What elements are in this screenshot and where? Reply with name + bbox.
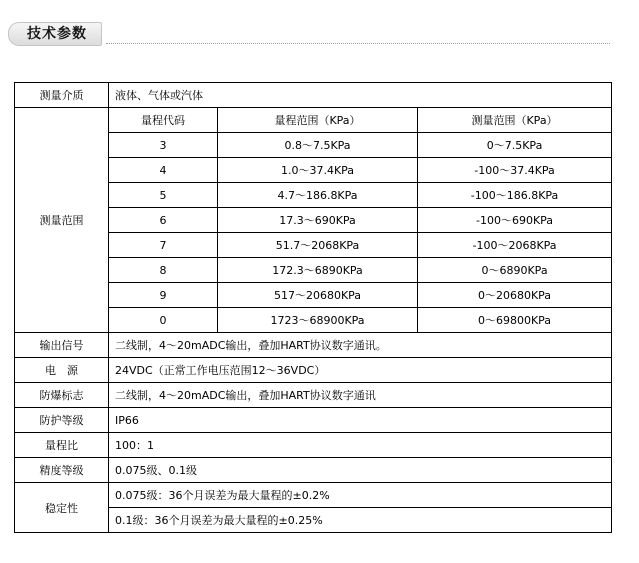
range-measure: 0～69800KPa [418, 308, 612, 333]
range-measure: -100～37.4KPa [418, 158, 612, 183]
range-measure: -100～2068KPa [418, 233, 612, 258]
accuracy-value: 0.075级、0.1级 [109, 458, 612, 483]
range-span: 0.8～7.5KPa [218, 133, 418, 158]
range-span: 1723～68900KPa [218, 308, 418, 333]
range-code: 8 [109, 258, 218, 283]
range-code: 9 [109, 283, 218, 308]
protection-value: IP66 [109, 408, 612, 433]
turndown-label: 量程比 [15, 433, 109, 458]
range-code: 7 [109, 233, 218, 258]
spec-table [14, 82, 612, 533]
accuracy-label: 精度等级 [15, 458, 109, 483]
power-value: 24VDC（正常工作电压范围12～36VDC） [109, 358, 612, 383]
protection-label: 防护等级 [15, 408, 109, 433]
range-header-measure: 测量范围（KPa） [418, 108, 612, 133]
range-header-row [15, 108, 612, 133]
row-turndown [15, 433, 612, 458]
explosion-proof-value: 二线制，4～20mADC输出，叠加HART协议数字通讯 [109, 383, 612, 408]
output-signal-label: 输出信号 [15, 333, 109, 358]
range-code: 5 [109, 183, 218, 208]
power-label: 电 源 [15, 358, 109, 383]
range-span: 517～20680KPa [218, 283, 418, 308]
range-header-code: 量程代码 [109, 108, 218, 133]
row-medium [15, 83, 612, 108]
row-stability [15, 483, 612, 508]
medium-label: 测量介质 [15, 83, 109, 108]
range-code: 3 [109, 133, 218, 158]
row-protection [15, 408, 612, 433]
range-measure: -100～690KPa [418, 208, 612, 233]
range-span: 51.7～2068KPa [218, 233, 418, 258]
row-power [15, 358, 612, 383]
range-measure: 0～20680KPa [418, 283, 612, 308]
range-span: 1.0～37.4KPa [218, 158, 418, 183]
row-accuracy [15, 458, 612, 483]
output-signal-value: 二线制，4～20mADC输出，叠加HART协议数字通讯。 [109, 333, 612, 358]
range-span: 172.3～6890KPa [218, 258, 418, 283]
range-label: 测量范围 [15, 108, 109, 333]
section-header [8, 22, 610, 46]
range-code: 4 [109, 158, 218, 183]
explosion-proof-label: 防爆标志 [15, 383, 109, 408]
stability-label: 稳定性 [15, 483, 109, 533]
range-span: 17.3～690KPa [218, 208, 418, 233]
medium-value: 液体、气体或汽体 [109, 83, 612, 108]
row-output-signal [15, 333, 612, 358]
range-span: 4.7～186.8KPa [218, 183, 418, 208]
range-code: 6 [109, 208, 218, 233]
dotted-divider [106, 43, 610, 44]
range-measure: 0～6890KPa [418, 258, 612, 283]
section-title: 技术参数 [8, 22, 102, 46]
range-header-span: 量程范围（KPa） [218, 108, 418, 133]
range-measure: 0～7.5KPa [418, 133, 612, 158]
stability-value: 0.075级：36个月误差为最大量程的±0.2% [109, 483, 612, 508]
turndown-value: 100：1 [109, 433, 612, 458]
row-explosion-proof [15, 383, 612, 408]
range-measure: -100～186.8KPa [418, 183, 612, 208]
range-code: 0 [109, 308, 218, 333]
stability-value: 0.1级：36个月误差为最大量程的±0.25% [109, 508, 612, 533]
